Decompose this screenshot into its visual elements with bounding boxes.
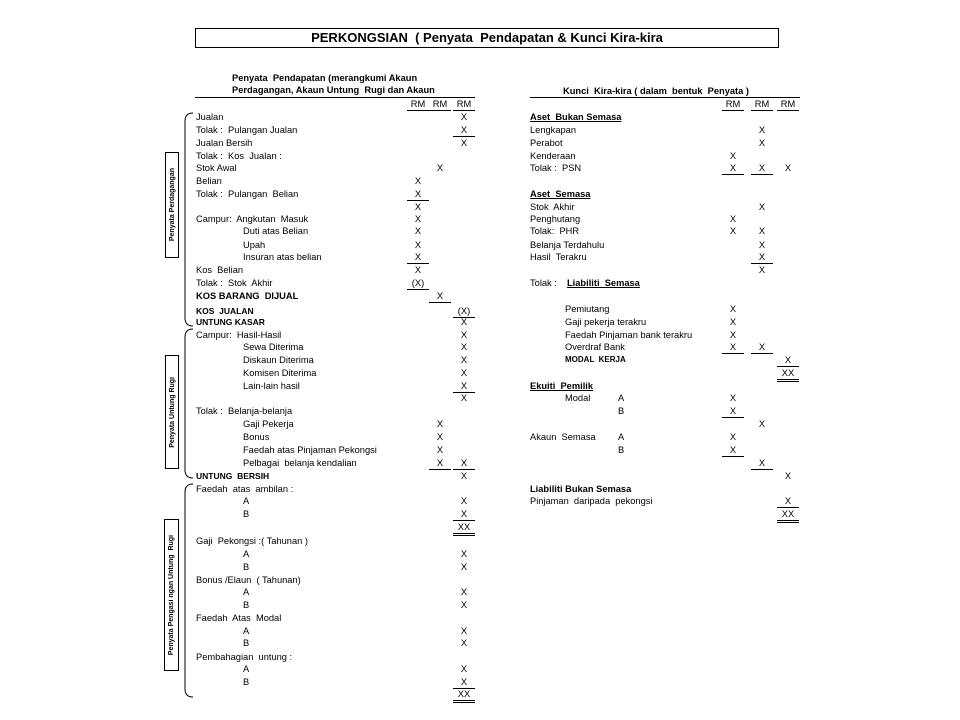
balance-sheet-heading: Kunci Kira-kira ( dalam bentuk Penyata ) (563, 86, 749, 96)
amount-cell: X (460, 355, 468, 365)
balance-row (0, 392, 960, 404)
amount-cell: X (758, 265, 766, 275)
partner-label: A (618, 393, 625, 403)
amount-cell: X (751, 251, 773, 264)
section-label-text: Penyata Pengasi ngan Untung Rugi (168, 534, 175, 656)
income-row (0, 651, 960, 663)
amount-cell: X (414, 240, 422, 250)
amount-cell: (X) (407, 277, 429, 290)
amount-cell: X (460, 138, 468, 148)
amount-cell: X (429, 290, 451, 303)
balance-row (0, 457, 960, 469)
amount-cell: X (460, 471, 468, 481)
row-label: Lain-lain hasil (243, 381, 300, 391)
row-label: Duti atas Belian (243, 226, 309, 236)
section-heading: Liabiliti Bukan Semasa (530, 484, 632, 494)
row-label: Belian (196, 176, 222, 186)
amount-cell: X (460, 342, 468, 352)
balance-row (0, 316, 960, 328)
income-row (0, 676, 960, 688)
row-label: Akaun Semasa (530, 432, 596, 442)
amount-cell: X (460, 330, 468, 340)
amount-cell: X (453, 457, 475, 470)
row-label: Gaji pekerja terakru (565, 317, 647, 327)
column-header: RM (429, 98, 451, 111)
balance-row (0, 495, 960, 507)
amount-cell: X (460, 587, 468, 597)
row-label: Tolak : Kos Jualan : (196, 151, 282, 161)
balance-row (0, 264, 960, 276)
balance-row (0, 277, 960, 289)
amount-cell: X (758, 240, 766, 250)
income-row (0, 612, 960, 624)
amount-cell: X (414, 226, 422, 236)
section-label-appropriation (164, 519, 179, 671)
amount-cell: X (436, 432, 444, 442)
income-row (0, 175, 960, 187)
amount-cell: X (729, 432, 737, 442)
balance-row (0, 162, 960, 174)
amount-cell: X (722, 341, 744, 354)
balance-row (0, 367, 960, 379)
section-heading: Aset Semasa (530, 189, 591, 199)
partner-label: A (618, 432, 625, 442)
amount-cell: X (460, 664, 468, 674)
income-row (0, 663, 960, 675)
row-label: KOS JUALAN (196, 306, 254, 316)
balance-row (0, 201, 960, 213)
section-heading: Aset Bukan Semasa (530, 112, 622, 122)
amount-cell: X (460, 638, 468, 648)
row-label: Pelbagai belanja kendalian (243, 458, 357, 468)
row-label: Komisen Diterima (243, 368, 317, 378)
amount-cell: X (729, 226, 737, 236)
amount-cell: X (436, 419, 444, 429)
income-statement-heading-line1: Penyata Pendapatan (merangkumi Akaun (232, 73, 418, 83)
amount-cell: X (777, 354, 799, 367)
balance-row (0, 418, 960, 430)
row-label: Faedah atas ambilan : (196, 484, 294, 494)
amount-cell: XX (453, 688, 475, 703)
amount-cell: X (436, 163, 444, 173)
amount-cell: X (758, 202, 766, 212)
amount-cell: X (407, 251, 429, 264)
section-label-text: Penyata Untung Rugi (168, 376, 176, 448)
column-header: RM (777, 98, 799, 111)
row-label: Bonus (243, 432, 270, 442)
amount-cell: X (729, 330, 737, 340)
amount-cell: X (460, 600, 468, 610)
amount-cell: X (460, 549, 468, 559)
income-row (0, 521, 960, 533)
amount-cell: XX (453, 521, 475, 536)
partner-label: B (618, 406, 625, 416)
column-header: RM (722, 98, 744, 111)
balance-row (0, 405, 960, 417)
row-label: Campur: Hasil-Hasil (196, 330, 282, 340)
row-label: Hasil Terakru (530, 252, 587, 262)
amount-cell: X (460, 496, 468, 506)
column-header: RM (407, 98, 429, 111)
balance-row (0, 213, 960, 225)
balance-row (0, 239, 960, 251)
balance-row (0, 137, 960, 149)
amount-cell: X (407, 188, 429, 201)
row-label: Jualan (196, 112, 224, 122)
balance-row (0, 341, 960, 353)
amount-cell: X (758, 125, 766, 135)
amount-cell: X (751, 457, 773, 470)
page-title: PERKONGSIAN ( Penyata Pendapatan & Kunci Kira-kira (195, 28, 779, 48)
income-row (0, 290, 960, 302)
amount-cell: X (751, 341, 773, 354)
balance-row (0, 380, 960, 392)
amount-cell: XX (777, 508, 799, 523)
row-label: Upah (243, 240, 266, 250)
amount-cell: X (758, 138, 766, 148)
amount-cell: X (460, 368, 468, 378)
amount-cell: X (414, 214, 422, 224)
row-label: Tolak : Pulangan Belian (196, 189, 299, 199)
row-label: Gaji Pekongsi :( Tahunan ) (196, 536, 308, 546)
row-label: UNTUNG BERSIH (196, 471, 270, 481)
amount-cell: XX (777, 367, 799, 382)
amount-cell: X (436, 445, 444, 455)
amount-cell: X (453, 380, 475, 393)
row-label: Stok Awal (196, 163, 237, 173)
row-label: Tolak: PHR (530, 226, 580, 236)
section-heading: Ekuiti Pemilik (530, 381, 594, 391)
amount-cell: X (784, 471, 792, 481)
row-label: MODAL KERJA (565, 355, 626, 364)
income-row (0, 535, 960, 547)
balance-row (0, 329, 960, 341)
balance-row (0, 303, 960, 315)
income-row (0, 688, 960, 700)
row-label: A (243, 549, 250, 559)
row-label: Overdraf Bank (565, 342, 625, 352)
row-label: Lengkapan (530, 125, 577, 135)
row-label: Campur: Angkutan Masuk (196, 214, 309, 224)
amount-cell: X (722, 405, 744, 418)
row-label: Tolak : Pulangan Jualan (196, 125, 298, 135)
balance-row (0, 111, 960, 123)
row-label: B (243, 638, 250, 648)
amount-cell: X (729, 304, 737, 314)
amount-cell: X (729, 317, 737, 327)
amount-cell: X (453, 508, 475, 521)
row-label: Diskaun Diterima (243, 355, 314, 365)
column-header: RM (453, 98, 475, 111)
income-statement-heading-line2: Perdagangan, Akaun Untung Rugi dan Akaun (232, 85, 435, 95)
row-label: Gaji Pekerja (243, 419, 294, 429)
income-row (0, 637, 960, 649)
balance-row (0, 508, 960, 520)
income-row (0, 574, 960, 586)
amount-cell: X (453, 124, 475, 137)
row-label: B (243, 677, 250, 687)
amount-cell: X (729, 151, 737, 161)
row-label: Faedah Atas Modal (196, 613, 282, 623)
income-row (0, 625, 960, 637)
balance-row (0, 188, 960, 200)
row-label: Tolak : Stok Akhir (196, 278, 273, 288)
amount-cell: X (722, 444, 744, 457)
amount-cell: X (722, 162, 744, 175)
balance-row (0, 124, 960, 136)
balance-row (0, 483, 960, 495)
amount-cell: X (460, 626, 468, 636)
row-label: Perabot (530, 138, 563, 148)
row-label: Belanja Terdahulu (530, 240, 605, 250)
amount-cell: X (784, 163, 792, 173)
amount-cell: X (460, 562, 468, 572)
amount-cell: X (729, 214, 737, 224)
amount-cell: X (460, 112, 468, 122)
amount-cell: X (777, 495, 799, 508)
balance-row (0, 470, 960, 482)
row-label: Insuran atas belian (243, 252, 322, 262)
income-row (0, 586, 960, 598)
row-label: Stok Akhir (530, 202, 575, 212)
amount-cell: X (414, 202, 422, 212)
row-label: KOS BARANG DIJUAL (196, 291, 299, 301)
row-label: Jualan Bersih (196, 138, 253, 148)
balance-row (0, 251, 960, 263)
income-row (0, 599, 960, 611)
balance-row (0, 150, 960, 162)
amount-cell: X (453, 676, 475, 689)
column-header-row (0, 98, 960, 110)
row-label: Modal (565, 393, 591, 403)
amount-cell: X (414, 265, 422, 275)
row-label: Bonus /Elaun ( Tahunan) (196, 575, 301, 585)
row-label: Kenderaan (530, 151, 576, 161)
section-label-text: Penyata Perdagangan (168, 168, 176, 242)
income-row (0, 561, 960, 573)
row-label: A (243, 587, 250, 597)
row-label: Tolak : PSN (530, 163, 582, 173)
row-label: B (243, 600, 250, 610)
row-label: Pembahagian untung : (196, 652, 293, 662)
row-label: B (243, 509, 250, 519)
row-label: A (243, 626, 250, 636)
income-row (0, 548, 960, 560)
row-label: A (243, 496, 250, 506)
amount-cell: X (729, 393, 737, 403)
section-heading: Liabiliti Semasa (567, 278, 640, 288)
amount-cell: X (751, 162, 773, 175)
balance-row (0, 431, 960, 443)
row-label: Tolak : Belanja-belanja (196, 406, 293, 416)
amount-cell: X (429, 457, 451, 470)
row-label: Tolak : (530, 278, 557, 288)
row-label: A (243, 664, 250, 674)
balance-row (0, 225, 960, 237)
row-label: Kos Belian (196, 265, 244, 275)
balance-row (0, 444, 960, 456)
amount-cell: X (460, 317, 468, 327)
row-label: Faedah Pinjaman bank terakru (565, 330, 693, 340)
amount-cell: X (758, 226, 766, 236)
partner-label: B (618, 445, 625, 455)
row-label: Faedah atas Pinjaman Pekongsi (243, 445, 377, 455)
amount-cell: (X) (453, 305, 475, 318)
row-label: B (243, 562, 250, 572)
row-label: Sewa Diterima (243, 342, 304, 352)
amount-cell: X (460, 393, 468, 403)
column-header: RM (751, 98, 773, 111)
amount-cell: X (758, 419, 766, 429)
amount-cell: X (414, 176, 422, 186)
row-label: Pinjaman daripada pekongsi (530, 496, 653, 506)
balance-row (0, 354, 960, 366)
row-label: UNTUNG KASAR (196, 317, 265, 327)
row-label: Penghutang (530, 214, 581, 224)
row-label: Pemiutang (565, 304, 610, 314)
